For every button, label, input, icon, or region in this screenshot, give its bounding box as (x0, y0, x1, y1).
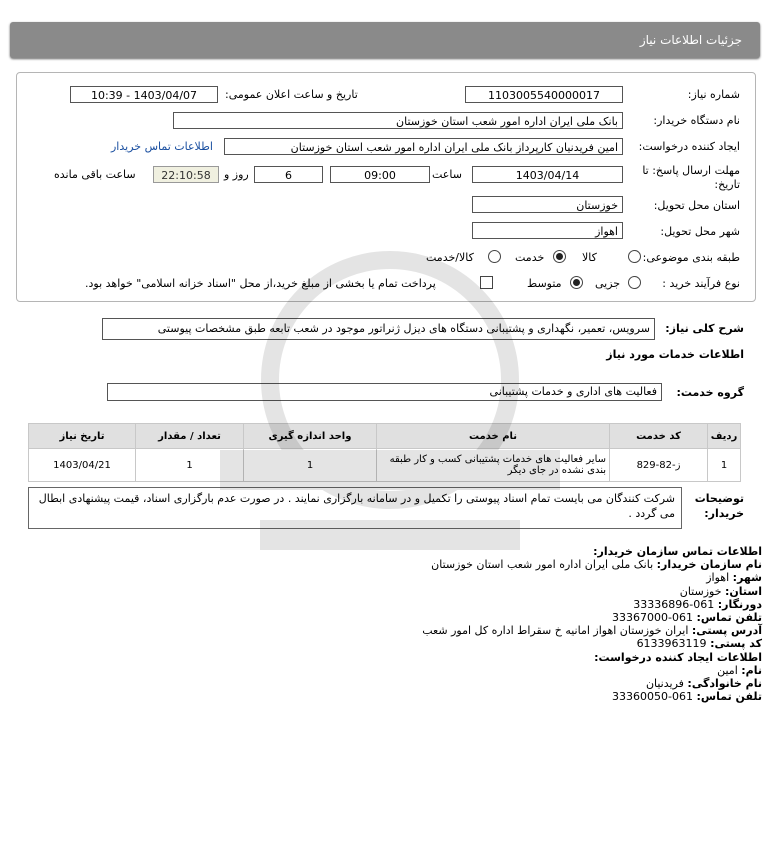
buyer-field: بانک ملی ایران اداره امور شعب استان خوزستان (173, 112, 623, 129)
col-quantity: تعداد / مقدار (136, 424, 244, 449)
time-remaining-field: 22:10:58 (153, 166, 219, 183)
address-label: آدرس پستی: (691, 624, 762, 638)
phone-value: 061-33367000 (612, 611, 694, 625)
category-goods-radio[interactable] (628, 250, 641, 263)
service-group-field: فعالیت های اداری و خدمات پشتیبانی (107, 383, 662, 401)
description-label: شرح کلی نیاز: (665, 322, 744, 335)
org-contact-title: اطلاعات تماس سازمان خریدار: (593, 545, 762, 558)
col-need-date: تاریخ نیاز (29, 424, 136, 449)
days-label: روز و (224, 168, 249, 181)
deadline-date-label: تاریخ: (714, 178, 740, 191)
table-header-row (29, 424, 741, 449)
category-both-radio[interactable] (488, 250, 501, 263)
announce-field: 1403/04/07 - 10:39 (70, 86, 218, 103)
creator-phone-line (22, 690, 762, 703)
deadline-label: مهلت ارسال پاسخ: تا (642, 164, 740, 177)
buyer-notes-label-2: خریدار: (704, 507, 744, 520)
postal-value: 6133963119 (636, 637, 707, 651)
first-name-label: نام: (741, 663, 762, 677)
deadline-time-label: ساعت (432, 168, 462, 181)
need-number-field: 1103005540000017 (465, 86, 623, 103)
treasury-payment-checkbox[interactable] (480, 276, 493, 289)
buyer-notes-label: توضیحات (694, 492, 744, 505)
contact-province-label: استان: (725, 584, 762, 598)
requester-field: امین فریدنیان کارپرداز بانک ملی ایران اداره امور شعب استان خوزستان (224, 138, 623, 155)
contact-city-value: اهواز (706, 571, 730, 585)
category-service-radio[interactable] (553, 250, 566, 263)
category-goods-label: کالا (582, 251, 597, 264)
process-partial-label: جزیی (595, 277, 621, 290)
page-title: جزئیات اطلاعات نیاز (639, 33, 742, 47)
contact-section (22, 545, 762, 703)
category-service-label: خدمت (515, 251, 545, 264)
creator-phone-label: تلفن تماس: (696, 690, 762, 704)
postal-line (22, 637, 762, 650)
cell-need-date: 1403/04/21 (29, 449, 136, 482)
buyer-name-value: بانک ملی ایران اداره امور شعب استان خوزستان (431, 558, 654, 572)
col-row-number: ردیف (708, 424, 741, 449)
treasury-payment-note: پرداخت تمام یا بخشی از مبلغ خرید،از محل "اسناد خزانه اسلامی" خواهد بود. (85, 277, 436, 290)
requester-label: ایجاد کننده درخواست: (638, 140, 740, 153)
cell-unit: 1 (244, 449, 377, 482)
last-name-value: فریدنیان (645, 677, 684, 691)
creator-contact-title: اطلاعات ایجاد کننده درخواست: (594, 650, 762, 664)
process-medium-label: متوسط (527, 277, 562, 290)
buyer-name-line (22, 558, 762, 571)
time-remaining-label: ساعت باقی مانده (54, 168, 136, 181)
deadline-date-field: 1403/04/14 (472, 166, 623, 183)
col-unit: واحد اندازه گیری (244, 424, 377, 449)
buyer-notes-field: شرکت کنندگان می بایست تمام اسناد پیوستی را تکمیل و در سامانه بارگزاری نمایند . در صورت عدم بارگزاری اسناد، قیمت پیشنهادی ابطال می گردد . (28, 487, 682, 529)
announce-label: تاریخ و ساعت اعلان عمومی: (225, 88, 358, 101)
address-line (22, 624, 762, 637)
city-label: شهر محل تحویل: (660, 225, 740, 238)
contact-city-line (22, 571, 762, 584)
contact-province-line (22, 585, 762, 598)
col-service-code: کد خدمت (610, 424, 708, 449)
process-label: نوع فرآیند خرید : (662, 277, 740, 290)
col-service-name: نام خدمت (377, 424, 610, 449)
services-section-title: اطلاعات خدمات مورد نیاز (606, 348, 744, 361)
last-name-line (22, 677, 762, 690)
process-medium-radio[interactable] (570, 276, 583, 289)
province-field: خوزستان (472, 196, 623, 213)
creator-phone-value: 061-33360050 (612, 690, 694, 704)
contact-city-label: شهر: (732, 571, 762, 585)
process-partial-radio[interactable] (628, 276, 641, 289)
cell-row-number: 1 (708, 449, 741, 482)
address-value: ایران خوزستان اهواز امانیه خ سقراط اداره کل امور شعب (422, 624, 689, 638)
need-details-panel (16, 72, 756, 302)
need-number-label: شماره نیاز: (687, 88, 740, 101)
phone-label: تلفن تماس: (696, 611, 762, 625)
fax-line (22, 598, 762, 611)
deadline-time-field: 09:00 (330, 166, 430, 183)
first-name-line (22, 664, 762, 677)
service-group-label: گروه خدمت: (676, 386, 744, 399)
phone-line (22, 611, 762, 624)
table-row (29, 449, 741, 482)
page-header (10, 22, 760, 58)
first-name-value: امین (717, 663, 738, 677)
buyer-name-label: نام سازمان خریدار: (656, 558, 762, 572)
services-table (28, 423, 741, 482)
description-field: سرویس، تعمیر، نگهداری و پشتیبانی دستگاه های دیزل ژنراتور موجود در شعب تابعه طبق مشخصات پیوستی (102, 318, 655, 340)
cell-service-name: سایر فعالیت های خدمات پشتیبانی کسب و کار طبقه بندی نشده در جای دیگر (377, 449, 610, 482)
category-both-label: کالا/خدمت (426, 251, 474, 264)
cell-service-code: ز-82-829 (610, 449, 708, 482)
days-remaining-field: 6 (254, 166, 323, 183)
last-name-label: نام خانوادگی: (687, 677, 762, 691)
cell-quantity: 1 (136, 449, 244, 482)
buyer-label: نام دستگاه خریدار: (653, 114, 740, 127)
province-label: استان محل تحویل: (653, 199, 740, 212)
category-label: طبقه بندی موضوعی: (642, 251, 740, 264)
contact-province-value: خوزستان (679, 584, 722, 598)
fax-label: دورنگار: (717, 597, 762, 611)
postal-label: کد پستی: (710, 637, 762, 651)
buyer-contact-link[interactable]: اطلاعات تماس خریدار (111, 140, 213, 153)
city-field: اهواز (472, 222, 623, 239)
fax-value: 061-33336896 (633, 597, 715, 611)
